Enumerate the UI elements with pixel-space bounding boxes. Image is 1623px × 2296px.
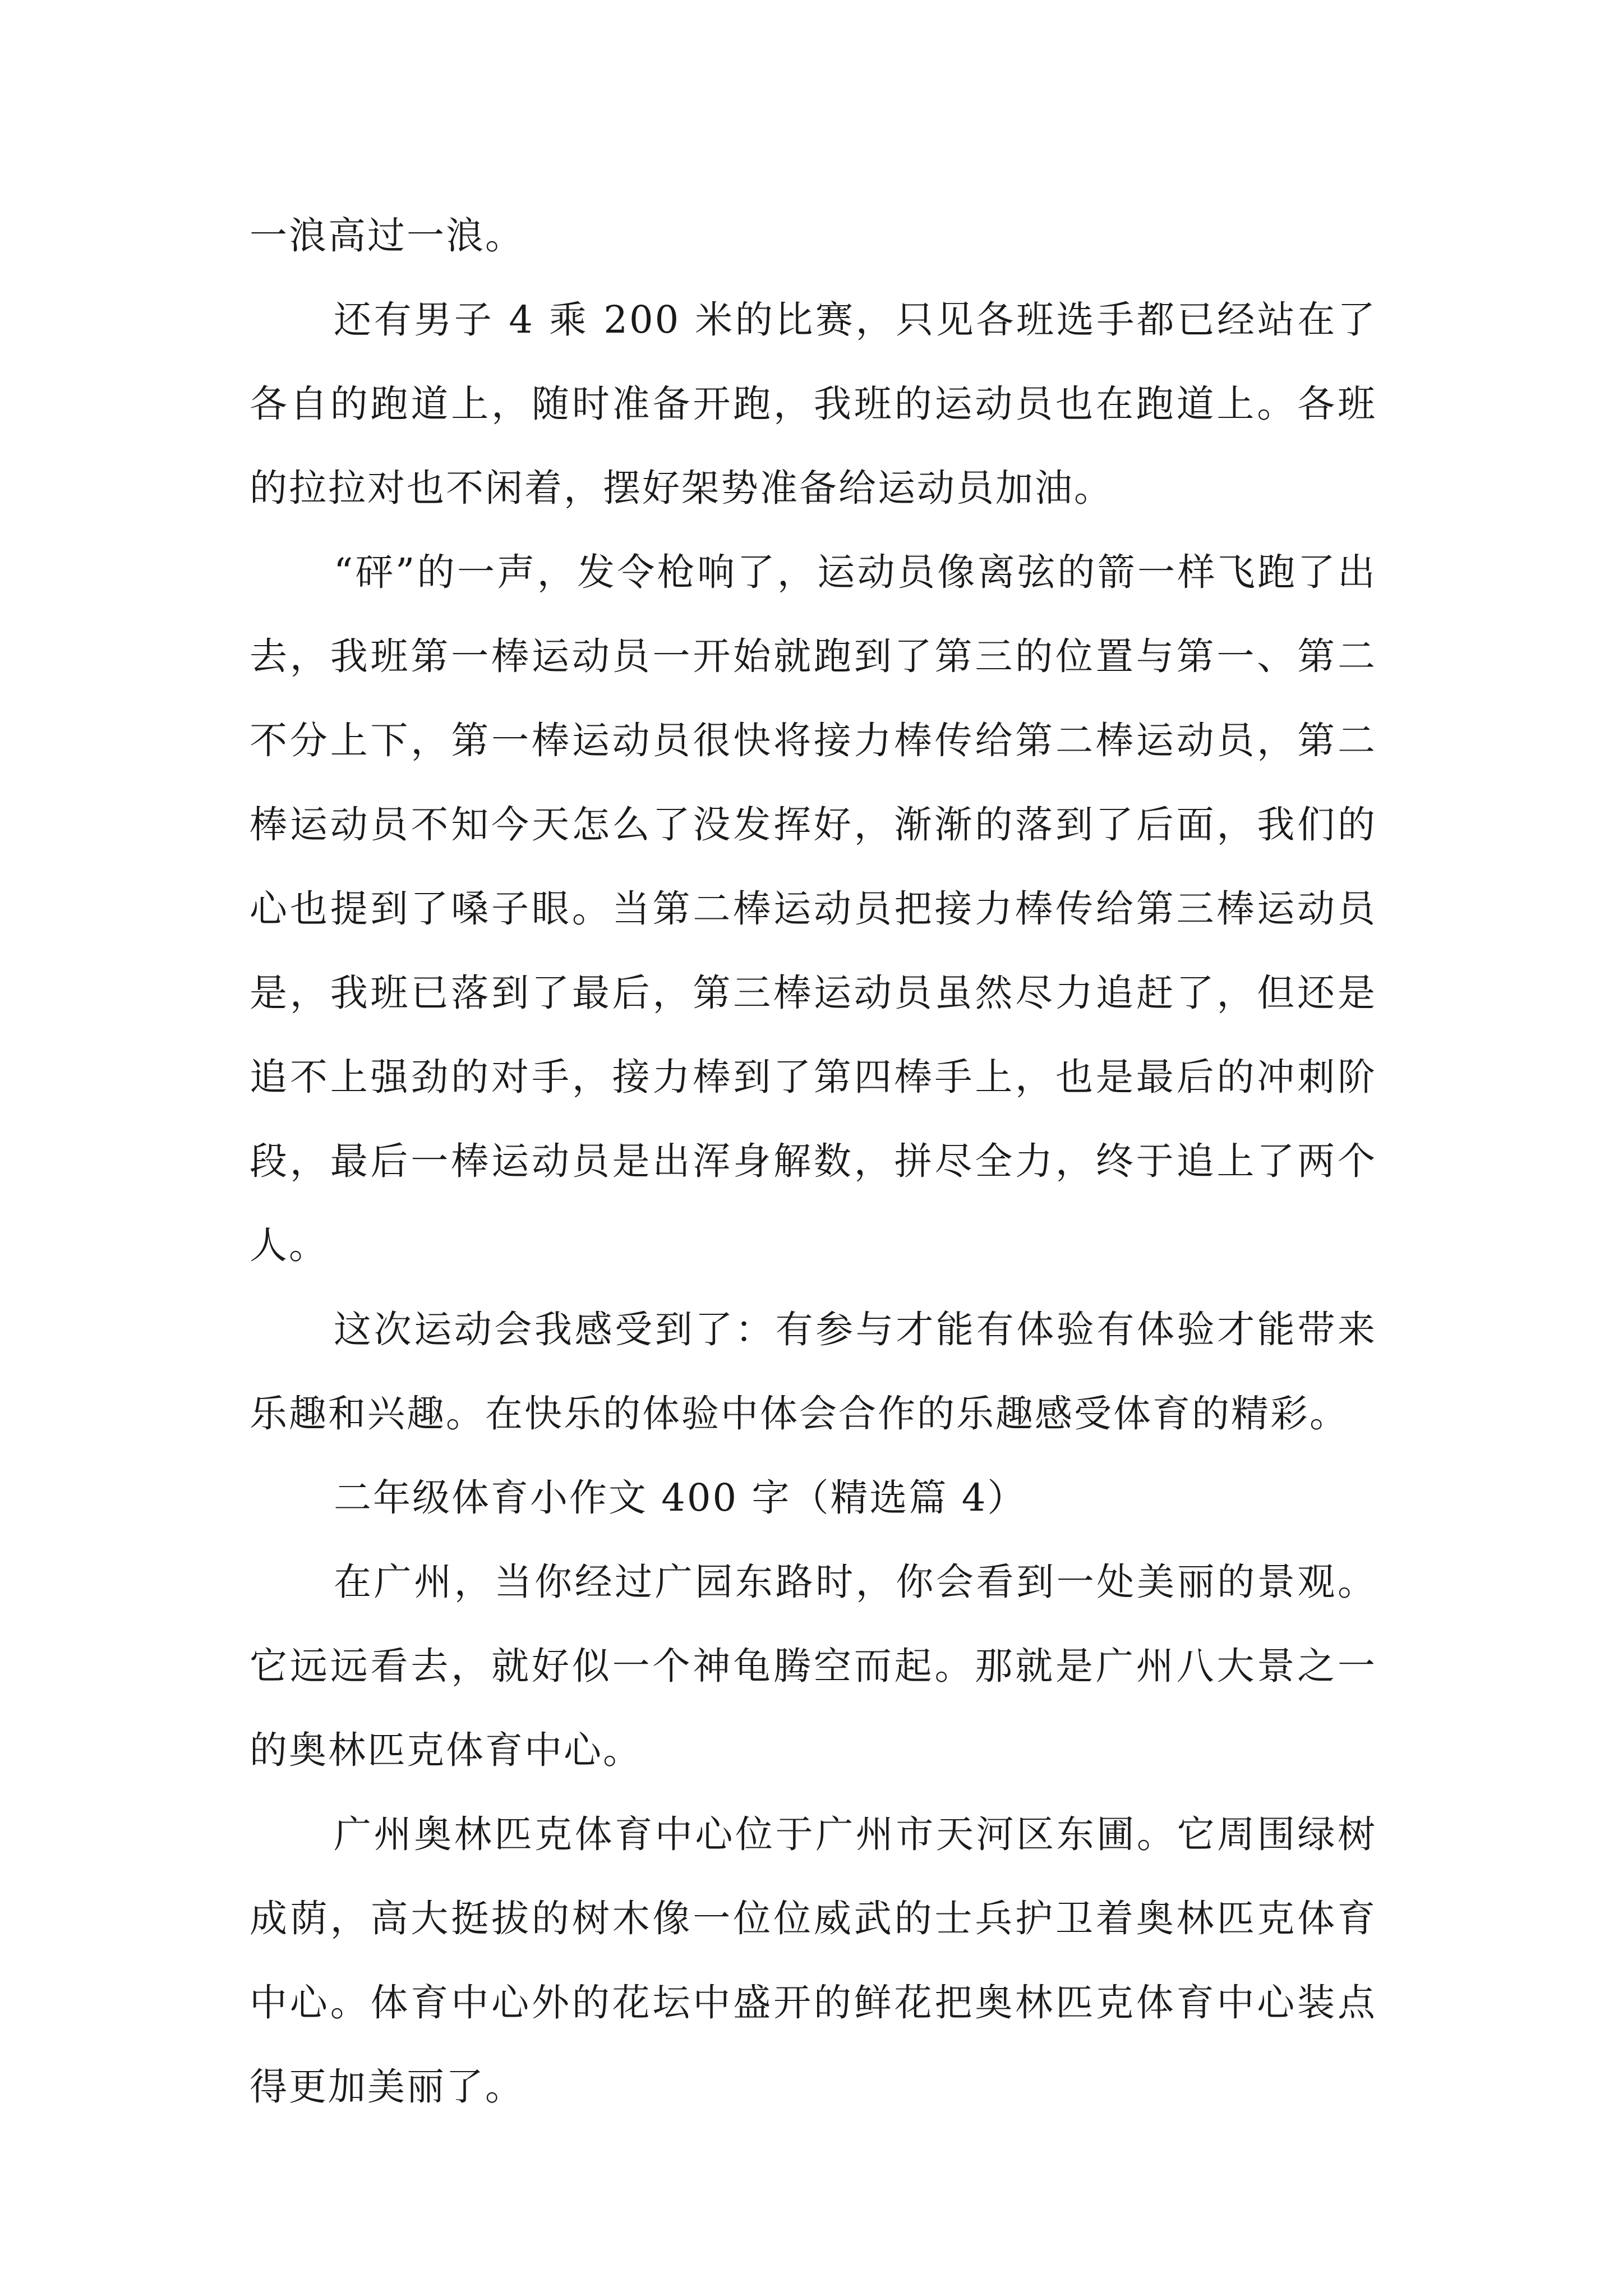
paragraph-continuation: 一浪高过一浪。 — [250, 214, 524, 257]
paragraph-sports-meet-reflection: 这次运动会我感受到了：有参与才能有体验有体验才能带来乐趣和兴趣。在快乐的体验中体会合作的乐趣感受体育的精彩。 — [250, 1308, 1377, 1435]
paragraph-relay-race-detail: “砰”的一声，发令枪响了，运动员像离弦的箭一样飞跑了出去，我班第一棒运动员一开始就跑到了第三的位置与第一、第二不分上下，第一棒运动员很快将接力棒传给第二棒运动员，第二棒运动员不知今天怎么了没发挥好，渐渐的落到了后面，我们的心也提到了嗓子眼。当第二棒运动员把接力棒传给第三棒运动员是，我班已落到了最后，第三棒运动员虽然尽力追赶了，但还是追不上强劲的对手，接力棒到了第四棒手上，也是最后的冲刺阶段，最后一棒运动员是出浑身解数，拼尽全力，终于追上了两个人。 — [250, 550, 1377, 1267]
paragraph-relay-race-intro: 还有男子 4 乘 200 米的比赛，只见各班选手都已经站在了各自的跑道上，随时准备开跑，我班的运动员也在跑道上。各班的拉拉对也不闲着，摆好架势准备给运动员加油。 — [250, 298, 1377, 510]
paragraph-guangzhou-intro: 在广州，当你经过广园东路时，你会看到一处美丽的景观。它远远看去，就好似一个神龟腾空而起。那就是广州八大景之一的奥林匹克体育中心。 — [250, 1560, 1377, 1772]
essay-heading: 二年级体育小作文 400 字（精选篇 4） — [334, 1476, 1027, 1520]
body-text — [250, 194, 1377, 2129]
paragraph-olympic-center: 广州奥林匹克体育中心位于广州市天河区东圃。它周围绿树成荫，高大挺拔的树木像一位位威武的士兵护卫着奥林匹克体育中心。体育中心外的花坛中盛开的鲜花把奥林匹克体育中心装点得更加美丽了。 — [250, 1812, 1377, 2109]
